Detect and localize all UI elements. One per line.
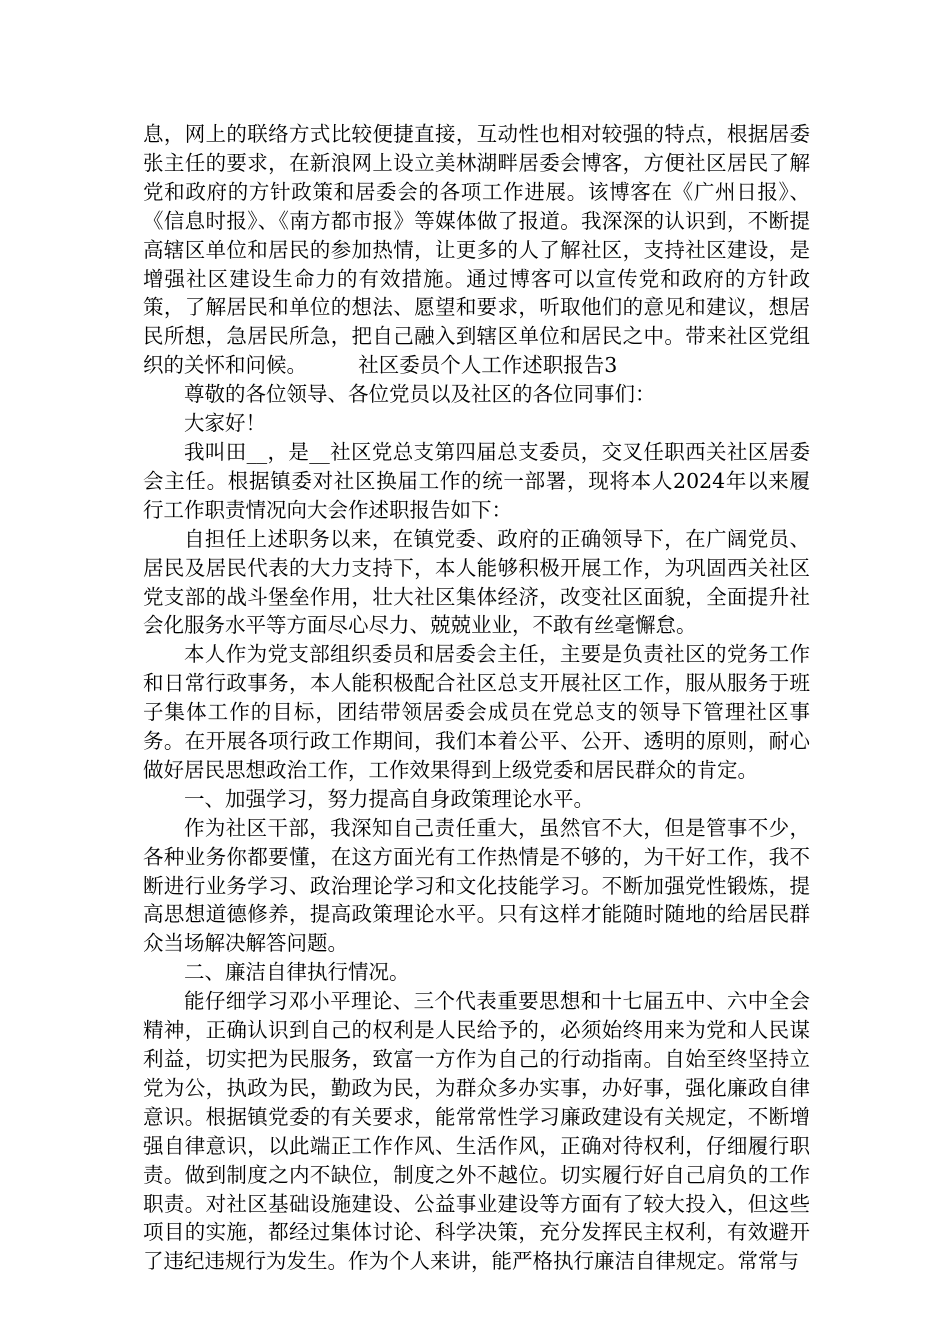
paragraph-text: 息，网上的联络方式比较便捷直接，互动性也相对较强的特点，根据居委张主任的要求，在新浪网上设立美林湖畔居委会博客，方便社区居民了解党和政府的方针政策和居委会的各项工作进展。该博客在《广州日报》、《信息时报》、《南方都市报》等媒体做了报道。我深深的认识到，不断提高辖区单位和居民的参加热情，让更多的人了解社区，支持社区建设，是增强社区建设生命力的有效措施。通过博客可以宣传党和政府的方针政策，了解居民和单位的想法、愿望和要求，听取他们的意见和建议，想居民所想，急居民所急，把自己融入到辖区单位和居民之中。带来社区党组织的关怀和问候。: [143, 122, 810, 378]
salutation: 尊敬的各位领导、各位党员以及社区的各位同事们：: [184, 382, 656, 407]
report-title: 社区委员个人工作述职报告3: [358, 353, 618, 378]
paragraph-introduction: 我叫田__，是__社区党总支第四届总支委员，交叉任职西关社区居委会主任。根据镇委对社区换届工作的统一部署，现将本人2024年以来履行工作职责情况向大会作述职报告如下：: [143, 439, 810, 522]
paragraph-integrity: 能仔细学习邓小平理论、三个代表重要思想和十七届五中、六中全会精神，正确认识到自己的权利是人民给予的，必须始终用来为党和人民谋利益，切实把为民服务，致富一方作为自己的行动指南。自始至终坚持立党为公，执政为民，勤政为民，为群众多办实事，办好事，强化廉政自律意识。根据镇党委的有关要求，能常常性学习廉政建设有关规定，不断增强自律意识，以此端正工作作风、生活作风，正确对待权利，仔细履行职责。做到制度之内不缺位，制度之外不越位。切实履行好自己肩负的工作职责。对社区基础设施建设、公益事业建设等方面有了较大投入，但这些项目的实施，都经过集体讨论、科学决策，充分发挥民主权利，有效避开了违纪违规行为发生。作为个人来讲，能严格执行廉洁自律规定。常常与: [143, 989, 810, 1274]
paragraph-overview: 自担任上述职务以来，在镇党委、政府的正确领导下，在广阔党员、居民及居民代表的大力支持下，本人能够积极开展工作，为巩固西关社区党支部的战斗堡垒作用，壮大社区集体经济，改变社区面貌，全面提升社会化服务水平等方面尽心尽力、兢兢业业，不敢有丝毫懈怠。: [143, 526, 810, 638]
greeting: 大家好！: [184, 411, 266, 436]
paragraph-duties: 本人作为党支部组织委员和居委会主任，主要是负责社区的党务工作和日常行政事务，本人能积极配合社区总支开展社区工作，服从服务于班子集体工作的目标，团结带领居委会成员在党总支的领导下管理社区事务。在开展各项行政工作期间，我们本着公平、公开、透明的原则，耐心做好居民思想政治工作，工作效果得到上级党委和居民群众的肯定。: [143, 642, 810, 782]
paragraph-study: 作为社区干部，我深知自己责任重大，虽然官不大，但是管事不少，各种业务你都要懂，在这方面光有工作热情是不够的，为干好工作，我不断进行业务学习、政治理论学习和文化技能学习。不断加强党性锻炼，提高思想道德修养，提高政策理论水平。只有这样才能随时随地的给居民群众当场解决解答问题。: [143, 815, 810, 956]
paragraph-continuation: [143, 120, 810, 380]
section-heading-integrity: 二、廉洁自律执行情况。: [184, 960, 410, 985]
document-page: [143, 120, 810, 1276]
section-heading-study: 一、加强学习，努力提高自身政策理论水平。: [184, 786, 594, 811]
